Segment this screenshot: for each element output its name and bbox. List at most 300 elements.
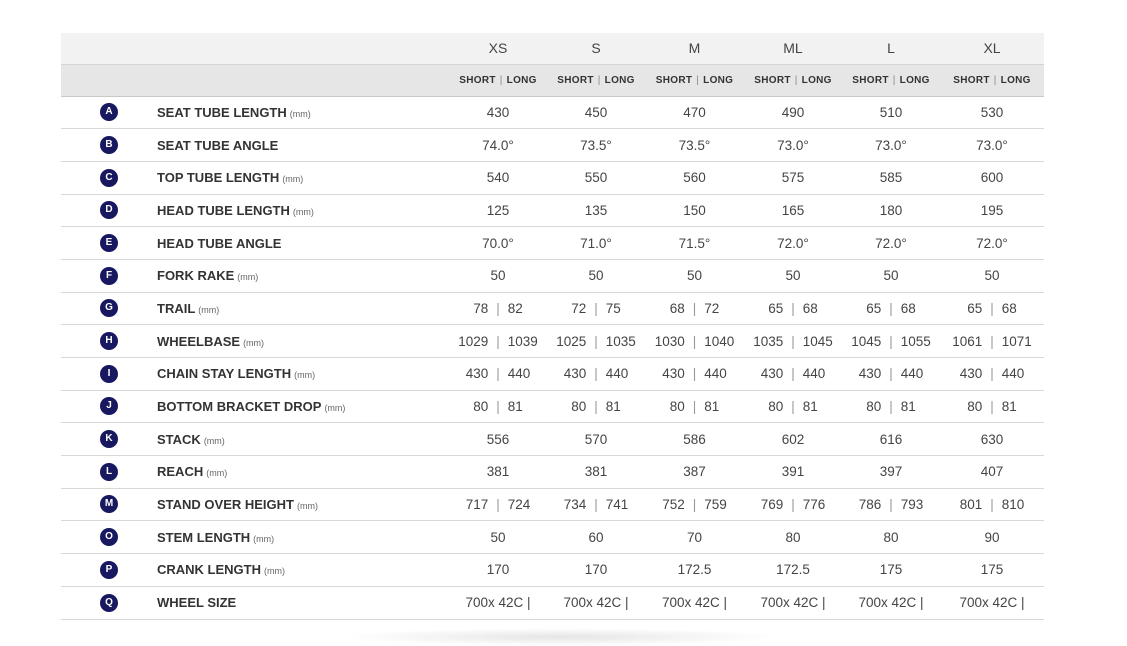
- separator: |: [597, 74, 601, 86]
- value-cell: [645, 390, 744, 423]
- row-letter-badge: L: [100, 463, 118, 481]
- badge-cell: [61, 554, 157, 587]
- separator: |: [990, 366, 994, 382]
- short-label: SHORT: [953, 74, 990, 86]
- separator: |: [594, 300, 598, 316]
- badge-cell: [61, 161, 157, 194]
- long-value: 810: [1001, 497, 1025, 513]
- short-value: 72: [571, 300, 587, 316]
- row-label-cell: [157, 194, 449, 227]
- row-label-cell: [157, 292, 449, 325]
- long-value: 1055: [900, 333, 931, 349]
- short-value: 407: [980, 464, 1004, 480]
- table-row: [61, 521, 1044, 554]
- short-value: 50: [785, 268, 801, 284]
- row-label-cell: [157, 488, 449, 521]
- long-value: 724: [507, 497, 531, 513]
- short-value: 430: [465, 366, 489, 382]
- separator: |: [990, 300, 994, 316]
- size-label-xs: XS: [449, 33, 547, 64]
- short-value: 560: [683, 170, 706, 186]
- short-value: 50: [686, 268, 703, 284]
- long-value: 68: [900, 300, 916, 316]
- short-value: 387: [683, 464, 706, 480]
- row-unit: (mm): [289, 108, 311, 119]
- short-value: 150: [683, 202, 706, 218]
- value-cell: [744, 423, 842, 456]
- long-value: 440: [900, 366, 924, 382]
- value-cell: [744, 456, 842, 489]
- short-value: 135: [584, 202, 608, 218]
- value-cell: [744, 586, 842, 619]
- value-cell: [744, 96, 842, 129]
- short-value: 73.5°: [580, 137, 612, 153]
- short-value: 575: [781, 170, 805, 186]
- value-cell: [449, 554, 547, 587]
- value-cell: [449, 129, 547, 162]
- short-value: 90: [984, 529, 1000, 545]
- long-value: 1071: [1001, 333, 1032, 349]
- value-cell: [940, 554, 1044, 587]
- value-cell: [842, 96, 940, 129]
- size-header-row: [61, 33, 1044, 64]
- row-unit: (mm): [198, 304, 220, 315]
- row-label-cell: [157, 129, 449, 162]
- separator: |: [499, 74, 503, 86]
- value-cell: [744, 358, 842, 391]
- value-cell: [449, 456, 547, 489]
- value-cell: [744, 521, 842, 554]
- separator: |: [889, 366, 893, 382]
- value-cell: [744, 259, 842, 292]
- row-label: TRAIL: [157, 300, 196, 316]
- header-blank: [157, 33, 449, 64]
- value-cell: [842, 259, 940, 292]
- row-unit: (mm): [297, 501, 318, 512]
- separator: |: [794, 74, 798, 86]
- row-label-cell: [157, 456, 449, 489]
- row-label: FORK RAKE: [157, 268, 235, 284]
- size-label-xl: XL: [940, 33, 1044, 64]
- separator: |: [791, 333, 795, 349]
- table-row: [61, 423, 1044, 456]
- short-value: 50: [984, 268, 1000, 284]
- row-label: STEM LENGTH: [157, 529, 251, 545]
- table-row: [61, 292, 1044, 325]
- short-value: 71.5°: [678, 235, 711, 251]
- short-value: 80: [571, 399, 587, 415]
- value-cell: [449, 194, 547, 227]
- row-letter-badge: G: [100, 299, 118, 317]
- value-cell: [842, 554, 940, 587]
- value-cell: [449, 488, 547, 521]
- value-cell: [842, 488, 940, 521]
- short-value: 769: [760, 497, 784, 513]
- separator: |: [496, 366, 500, 382]
- long-value: 776: [802, 497, 826, 513]
- short-value: 65: [967, 300, 983, 316]
- short-value: 50: [490, 529, 506, 545]
- value-cell: [547, 456, 645, 489]
- short-value: 68: [669, 300, 685, 316]
- short-value: 470: [683, 104, 706, 120]
- header-blank: [157, 64, 449, 96]
- row-label: HEAD TUBE ANGLE: [157, 235, 282, 251]
- value-cell: [842, 358, 940, 391]
- value-cell: [645, 194, 744, 227]
- table-row: [61, 194, 1044, 227]
- value-cell: [449, 292, 547, 325]
- value-cell: [645, 488, 744, 521]
- short-value: 125: [486, 202, 510, 218]
- size-label-ml: ML: [744, 33, 842, 64]
- short-label: SHORT: [655, 74, 693, 86]
- value-cell: [940, 358, 1044, 391]
- row-letter-badge: J: [100, 397, 118, 415]
- separator: |: [496, 300, 500, 316]
- separator: |: [791, 399, 795, 415]
- separator: |: [692, 333, 697, 349]
- value-cell: [744, 129, 842, 162]
- long-value: 741: [605, 497, 629, 513]
- value-cell: [940, 227, 1044, 260]
- short-value: 170: [486, 562, 510, 578]
- value-cell: [645, 586, 744, 619]
- short-value: 60: [588, 529, 604, 545]
- value-cell: [449, 96, 547, 129]
- value-cell: [645, 161, 744, 194]
- row-label: TOP TUBE LENGTH: [157, 170, 280, 186]
- short-value: 80: [967, 399, 983, 415]
- badge-cell: [61, 488, 157, 521]
- short-value: 585: [879, 170, 903, 186]
- row-label: CHAIN STAY LENGTH: [157, 366, 292, 382]
- long-value: 440: [605, 366, 629, 382]
- short-value: 1035: [753, 333, 784, 349]
- short-long-label: [645, 64, 744, 96]
- short-value: 80: [883, 529, 899, 545]
- short-value: 391: [781, 464, 805, 480]
- value-cell: [940, 129, 1044, 162]
- value-cell: [842, 423, 940, 456]
- row-label-cell: [157, 96, 449, 129]
- short-value: 71.0°: [580, 235, 612, 251]
- separator: |: [990, 497, 994, 513]
- long-value: 440: [802, 366, 826, 382]
- separator: |: [692, 497, 697, 513]
- row-label: CRANK LENGTH: [157, 562, 261, 578]
- value-cell: [547, 96, 645, 129]
- long-value: 81: [900, 399, 916, 415]
- separator: |: [990, 333, 994, 349]
- long-label: LONG: [703, 74, 734, 86]
- value-cell: [547, 586, 645, 619]
- row-label-cell: [157, 586, 449, 619]
- short-value: 700x 42C |: [959, 595, 1025, 611]
- separator: |: [692, 366, 697, 382]
- value-cell: [547, 227, 645, 260]
- short-value: 381: [584, 464, 608, 480]
- long-value: 82: [507, 300, 523, 316]
- row-label: BOTTOM BRACKET DROP: [157, 399, 322, 415]
- value-cell: [940, 488, 1044, 521]
- short-value: 50: [588, 268, 604, 284]
- value-cell: [449, 390, 547, 423]
- value-cell: [744, 292, 842, 325]
- row-label: SEAT TUBE ANGLE: [157, 137, 279, 153]
- short-value: 1045: [851, 333, 882, 349]
- long-value: 75: [605, 300, 621, 316]
- separator: |: [990, 399, 994, 415]
- value-cell: [940, 586, 1044, 619]
- badge-cell: [61, 456, 157, 489]
- table-row: [61, 227, 1044, 260]
- value-cell: [645, 423, 744, 456]
- short-label: SHORT: [754, 74, 791, 86]
- separator: |: [692, 300, 697, 316]
- long-value: 440: [507, 366, 531, 382]
- badge-cell: [61, 194, 157, 227]
- table-row: [61, 129, 1044, 162]
- row-unit: (mm): [294, 370, 316, 381]
- long-value: 1035: [605, 333, 636, 349]
- value-cell: [744, 390, 842, 423]
- value-cell: [449, 521, 547, 554]
- value-cell: [547, 390, 645, 423]
- value-cell: [645, 358, 744, 391]
- row-label-cell: [157, 325, 449, 358]
- row-unit: (mm): [203, 435, 225, 446]
- value-cell: [842, 227, 940, 260]
- short-value: 175: [980, 562, 1004, 578]
- short-long-label: [449, 64, 547, 96]
- short-value: 1025: [556, 333, 587, 349]
- value-cell: [842, 161, 940, 194]
- value-cell: [645, 325, 744, 358]
- table-row: [61, 554, 1044, 587]
- value-cell: [645, 521, 744, 554]
- row-label-cell: [157, 227, 449, 260]
- short-value: 801: [959, 497, 983, 513]
- row-letter-badge: I: [100, 365, 118, 383]
- short-value: 175: [879, 562, 903, 578]
- short-value: 700x 42C |: [465, 595, 531, 611]
- table-row: [61, 325, 1044, 358]
- short-value: 602: [781, 431, 805, 447]
- separator: |: [791, 366, 795, 382]
- value-cell: [547, 423, 645, 456]
- long-value: 440: [704, 366, 727, 382]
- row-letter-badge: P: [100, 561, 118, 579]
- short-value: 80: [768, 399, 784, 415]
- short-value: 172.5: [776, 562, 810, 578]
- long-label: LONG: [506, 74, 537, 86]
- badge-cell: [61, 521, 157, 554]
- geometry-body: [61, 96, 1044, 619]
- bottom-shadow: [340, 628, 780, 646]
- value-cell: [645, 456, 744, 489]
- short-value: 700x 42C |: [858, 595, 924, 611]
- short-value: 180: [879, 202, 903, 218]
- row-label: HEAD TUBE LENGTH: [157, 202, 290, 218]
- long-value: 1040: [704, 333, 735, 349]
- short-value: 430: [959, 366, 983, 382]
- badge-cell: [61, 129, 157, 162]
- row-letter-badge: K: [100, 430, 118, 448]
- value-cell: [547, 194, 645, 227]
- short-value: 73.0°: [875, 137, 907, 153]
- value-cell: [547, 554, 645, 587]
- table-row: [61, 161, 1044, 194]
- row-unit: (mm): [253, 533, 275, 544]
- short-long-label: [547, 64, 645, 96]
- short-value: 50: [490, 268, 506, 284]
- value-cell: [744, 554, 842, 587]
- short-value: 700x 42C |: [661, 595, 728, 611]
- separator: |: [496, 399, 500, 415]
- long-value: 68: [1001, 300, 1017, 316]
- row-label: WHEEL SIZE: [157, 595, 237, 611]
- separator: |: [696, 74, 700, 86]
- value-cell: [645, 227, 744, 260]
- size-label-s: S: [547, 33, 645, 64]
- value-cell: [449, 325, 547, 358]
- short-label: SHORT: [557, 74, 594, 86]
- separator: |: [692, 399, 697, 415]
- short-value: 73.0°: [976, 137, 1008, 153]
- table-row: [61, 586, 1044, 619]
- short-value: 165: [781, 202, 805, 218]
- short-value: 510: [879, 104, 903, 120]
- value-cell: [940, 194, 1044, 227]
- short-value: 80: [473, 399, 489, 415]
- short-value: 80: [669, 399, 685, 415]
- short-value: 195: [980, 202, 1004, 218]
- short-value: 1030: [654, 333, 685, 349]
- long-value: 793: [900, 497, 924, 513]
- long-value: 81: [605, 399, 621, 415]
- value-cell: [449, 227, 547, 260]
- separator: |: [594, 366, 598, 382]
- separator: |: [889, 399, 893, 415]
- short-value: 65: [866, 300, 882, 316]
- value-cell: [547, 161, 645, 194]
- row-unit: (mm): [206, 468, 228, 479]
- short-value: 570: [584, 431, 608, 447]
- value-cell: [547, 521, 645, 554]
- separator: |: [594, 333, 598, 349]
- table-row: [61, 390, 1044, 423]
- short-label: SHORT: [852, 74, 889, 86]
- size-label-l: L: [842, 33, 940, 64]
- row-label: SEAT TUBE LENGTH: [157, 104, 287, 120]
- short-value: 78: [473, 300, 489, 316]
- value-cell: [645, 259, 744, 292]
- separator: |: [892, 74, 896, 86]
- value-cell: [940, 161, 1044, 194]
- badge-cell: [61, 96, 157, 129]
- short-value: 381: [486, 464, 510, 480]
- value-cell: [842, 129, 940, 162]
- long-value: 81: [802, 399, 818, 415]
- badge-cell: [61, 292, 157, 325]
- short-value: 786: [858, 497, 882, 513]
- value-cell: [449, 259, 547, 292]
- short-value: 72.0°: [875, 235, 907, 251]
- short-value: 80: [785, 529, 801, 545]
- value-cell: [842, 325, 940, 358]
- row-letter-badge: E: [100, 234, 118, 252]
- separator: |: [594, 497, 598, 513]
- badge-cell: [61, 586, 157, 619]
- value-cell: [547, 129, 645, 162]
- value-cell: [449, 423, 547, 456]
- short-value: 490: [781, 104, 805, 120]
- table-row: [61, 488, 1044, 521]
- value-cell: [744, 488, 842, 521]
- row-unit: (mm): [237, 272, 259, 283]
- long-label: LONG: [604, 74, 635, 86]
- short-value: 170: [584, 562, 608, 578]
- size-label-m: M: [645, 33, 744, 64]
- badge-cell: [61, 325, 157, 358]
- short-value: 530: [980, 104, 1004, 120]
- separator: |: [791, 497, 795, 513]
- row-letter-badge: D: [100, 201, 118, 219]
- value-cell: [744, 161, 842, 194]
- short-value: 1029: [458, 333, 489, 349]
- row-unit: (mm): [324, 403, 346, 414]
- short-value: 734: [563, 497, 587, 513]
- row-label: STACK: [157, 431, 201, 447]
- separator: |: [594, 399, 598, 415]
- value-cell: [449, 161, 547, 194]
- value-cell: [547, 325, 645, 358]
- long-value: 72: [704, 300, 720, 316]
- row-letter-badge: Q: [100, 594, 118, 612]
- short-long-header-row: [61, 64, 1044, 96]
- value-cell: [645, 554, 744, 587]
- row-label-cell: [157, 358, 449, 391]
- short-value: 65: [768, 300, 784, 316]
- separator: |: [496, 497, 500, 513]
- value-cell: [940, 456, 1044, 489]
- long-value: 1039: [507, 333, 538, 349]
- short-value: 700x 42C |: [760, 595, 826, 611]
- separator: |: [889, 300, 893, 316]
- short-value: 430: [662, 366, 685, 382]
- row-label: STAND OVER HEIGHT: [157, 497, 294, 513]
- value-cell: [842, 194, 940, 227]
- short-value: 550: [584, 170, 608, 186]
- short-value: 430: [563, 366, 587, 382]
- row-unit: (mm): [282, 174, 304, 185]
- badge-cell: [61, 227, 157, 260]
- row-letter-badge: B: [100, 136, 118, 154]
- table-row: [61, 259, 1044, 292]
- row-label-cell: [157, 554, 449, 587]
- value-cell: [547, 358, 645, 391]
- separator: |: [889, 333, 893, 349]
- value-cell: [547, 488, 645, 521]
- value-cell: [940, 96, 1044, 129]
- value-cell: [449, 358, 547, 391]
- short-value: 50: [883, 268, 899, 284]
- short-value: 430: [858, 366, 882, 382]
- long-label: LONG: [899, 74, 930, 86]
- value-cell: [547, 292, 645, 325]
- value-cell: [940, 259, 1044, 292]
